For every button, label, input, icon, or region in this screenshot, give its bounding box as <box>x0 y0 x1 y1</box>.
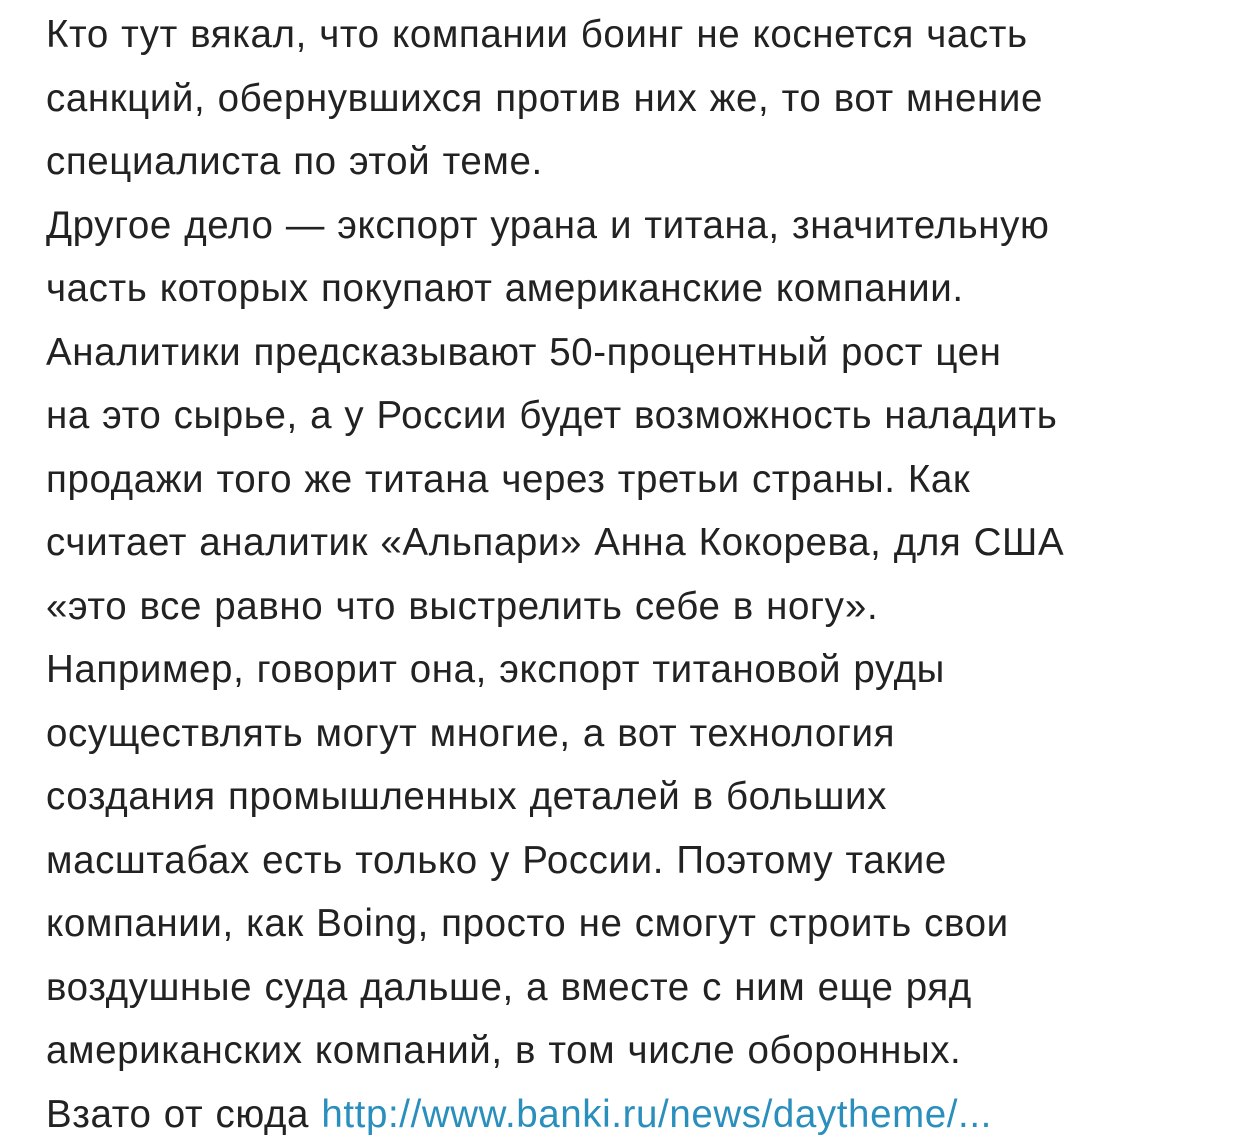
source-label: Взато от сюда <box>46 1093 321 1136</box>
post-line: масштабах есть только у России. Поэтому такие <box>46 829 1216 893</box>
post-line: считает аналитик «Альпари» Анна Кокорева, для США <box>46 511 1216 575</box>
post-line: санкций, обернувшихся против них же, то вот мнение <box>46 67 1216 131</box>
post-line: Другое дело — экспорт урана и титана, значительную <box>46 194 1216 258</box>
post-line: часть которых покупают американские компании. <box>46 257 1216 321</box>
post-text <box>46 3 1216 1146</box>
post-last-line <box>46 1083 1216 1146</box>
post-line: «это все равно что выстрелить себе в ногу». <box>46 575 1216 639</box>
post-line: Аналитики предсказывают 50-процентный рост цен <box>46 321 1216 385</box>
post-line: Например, говорит она, экспорт титановой руды <box>46 638 1216 702</box>
post-line: осуществлять могут многие, а вот технология <box>46 702 1216 766</box>
post-line: компании, как Boing, просто не смогут строить свои <box>46 892 1216 956</box>
post-line: Кто тут вякал, что компании боинг не коснется часть <box>46 3 1216 67</box>
post-line: воздушные суда дальше, а вместе с ним еще ряд <box>46 956 1216 1020</box>
source-link[interactable]: http://www.banki.ru/news/daytheme/... <box>321 1093 992 1136</box>
post-line: создания промышленных деталей в больших <box>46 765 1216 829</box>
post-line: продажи того же титана через третьи страны. Как <box>46 448 1216 512</box>
post-line: специалиста по этой теме. <box>46 130 1216 194</box>
post-line: американских компаний, в том числе оборонных. <box>46 1019 1216 1083</box>
post-line: на это сырье, а у России будет возможность наладить <box>46 384 1216 448</box>
